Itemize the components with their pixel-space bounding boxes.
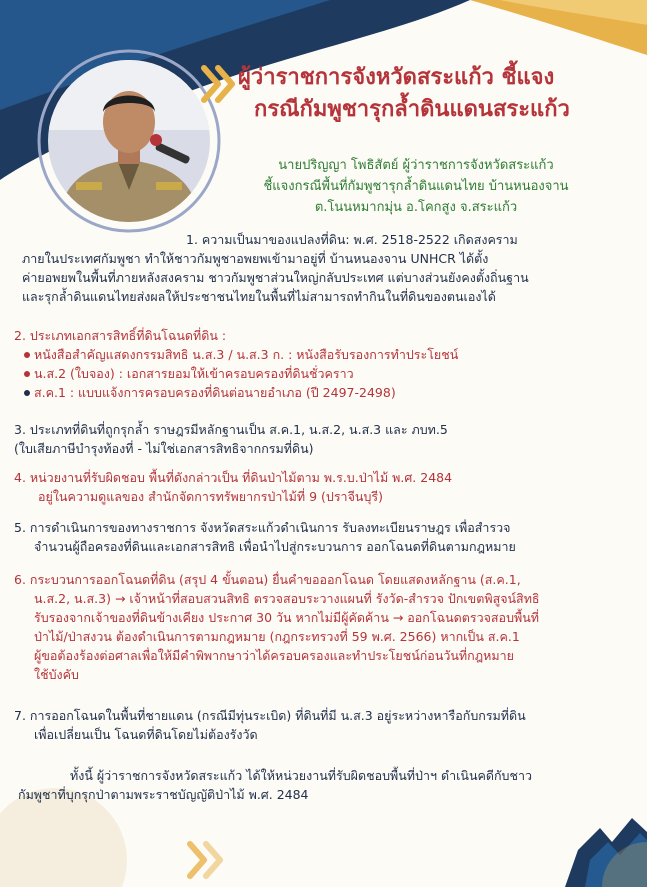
item-6-line-6: ใช้บังคับ [34,667,79,682]
item-5-government-action [14,518,634,556]
item-1-line-3: ค่ายอพยพในพื้นที่ภายหลังสงคราม ชาวกัมพูชาส่วนใหญ่กลับประเทศ แต่บางส่วนยังคงตั้งถิ่นฐาน [22,270,529,285]
item-4-line-1: 4. หน่วยงานที่รับผิดชอบ พื้นที่ดังกล่าวเป็น ที่ดินป่าไม้ตาม พ.ร.บ.ป่าไม้ พ.ศ. 2484 [14,470,453,485]
title-line-2: กรณีกัมพูชารุกล้ำดินแดนสระแก้ว [254,97,570,122]
item-1-line-2: ภายในประเทศกัมพูชา ทำให้ชาวกัมพูชาอพยพเข้ามาอยู่ที่ บ้านหนองจาน UNHCR ได้ตั้ง [22,251,489,266]
item-4-agency [14,468,634,506]
item-1-line-4: และรุกล้ำดินแดนไทยส่งผลให้ประชาชนไทยในพื้นที่ไม่สามารถทำกินในที่ดินของตนเองได้ [22,289,496,304]
item-5-line-2: จำนวนผู้ถือครองที่ดินและเอกสารสิทธิ เพื่อนำไปสู่กระบวนการ ออกโฉนดที่ดินตามกฎหมาย [34,539,516,554]
item-7-border-deeds [14,706,639,744]
item-6-line-1: 6. กระบวนการออกโฉนดที่ดิน (สรุป 4 ขั้นตอน) ยื่นคำขอออกโฉนด โดยแสดงหลักฐาน (ส.ค.1, [14,572,521,587]
subtitle-line-2: ชี้แจงกรณีพื้นที่กัมพูชารุกล้ำดินแดนไทย บ้านหนองจาน [263,179,569,194]
item-6-line-3: รับรองจากเจ้าของที่ดินข้างเคียง ประกาศ 30 วัน หากไม่มีผู้คัดค้าน → ออกโฉนดตรวจสอบพื้นที่ [34,610,540,625]
subtitle-line-1: นายปริญญา โพธิสัตย์ ผู้ว่าราชการจังหวัดสระแก้ว [278,158,554,173]
item-2-document-types [14,326,634,402]
item-6-line-2: น.ส.2, น.ส.3) → เจ้าหน้าที่สอบสวนสิทธิ ตรวจสอบระวางแผนที่ รังวัด-สำรวจ ปักเขตพิสูจน์สิทธิ [34,591,540,606]
item-1-history [22,230,632,306]
item-2-heading: 2. ประเภทเอกสารสิทธิ์ที่ดินโฉนดที่ดิน : [14,328,227,343]
item-3-line-2: (ใบเสียภาษีบำรุงท้องที่ - ไม่ใช่เอกสารสิทธิจากกรมที่ดิน) [14,441,314,456]
subtitle-line-3: ต.โนนหมากมุ่น อ.โคกสูง จ.สระแก้ว [314,200,518,215]
closing-line-1: ทั้งนี้ ผู้ว่าราชการจังหวัดสระแก้ว ได้ให้หน่วยงานที่รับผิดชอบพื้นที่ป่าฯ ดำเนินคดีกับชาว [70,768,532,783]
item-6-deed-process [14,570,639,684]
item-4-line-2: อยู่ในความดูแลของ สำนักจัดการทรัพยากรป่าไม้ที่ 9 (ปราจีนบุรี) [38,489,383,504]
item-6-line-4: ป่าไม้/ป่าสงวน ต้องดำเนินการตามกฎหมาย (กฎกระทรวงที่ 59 พ.ศ. 2566) หากเป็น ส.ค.1 [34,629,520,644]
item-2-bullet-1: หนังสือสำคัญแสดงกรรมสิทธิ น.ส.3 / น.ส.3 ก. : หนังสือรับรองการทำประโยชน์ [34,347,459,362]
item-2-bullet-3: ส.ค.1 : แบบแจ้งการครอบครองที่ดินต่อนายอำเภอ (ปี 2497-2498) [34,385,396,400]
bullet-dot-1 [24,352,30,358]
item-7-line-2: เพื่อเปลี่ยนเป็น โฉนดที่ดินโดยไม่ต้องรังวัด [34,727,258,742]
bullet-dot-2 [24,371,30,377]
item-5-line-1: 5. การดำเนินการของทางราชการ จังหวัดสระแก้วดำเนินการ รับลงทะเบียนราษฎร เพื่อสำรวจ [14,520,511,535]
closing-paragraph [18,766,638,804]
title-line-1: ผู้ว่าราชการจังหวัดสระแก้ว ชี้แจง [238,65,555,90]
item-3-line-1: 3. ประเภทที่ดินที่ถูกรุกล้ำ ราษฎรมีหลักฐานเป็น ส.ค.1, น.ส.2, น.ส.3 และ ภบท.5 [14,422,448,437]
bullet-dot-3 [24,390,30,396]
item-2-bullet-2: น.ส.2 (ใบจอง) : เอกสารยอมให้เข้าครอบครองที่ดินชั่วคราว [34,366,354,381]
item-3-land-type [14,420,634,458]
item-6-line-5: ผู้ขอต้องร้องต่อศาลเพื่อให้มีคำพิพากษาว่าได้ครอบครองและทำประโยชน์ก่อนวันที่กฎหมาย [34,648,514,663]
item-7-line-1: 7. การออกโฉนดในพื้นที่ชายแดน (กรณีมีทุ่นระเบิด) ที่ดินที่มี น.ส.3 อยู่ระหว่างหารือกับกรมที่ดิน [14,708,526,723]
closing-line-2: กัมพูชาที่บุกรุกป่าตามพระราชบัญญัติป่าไม้ พ.ศ. 2484 [18,787,309,802]
item-1-line-1: 1. ความเป็นมาของแปลงที่ดิน: พ.ศ. 2518-2522 เกิดสงคราม [186,232,518,247]
